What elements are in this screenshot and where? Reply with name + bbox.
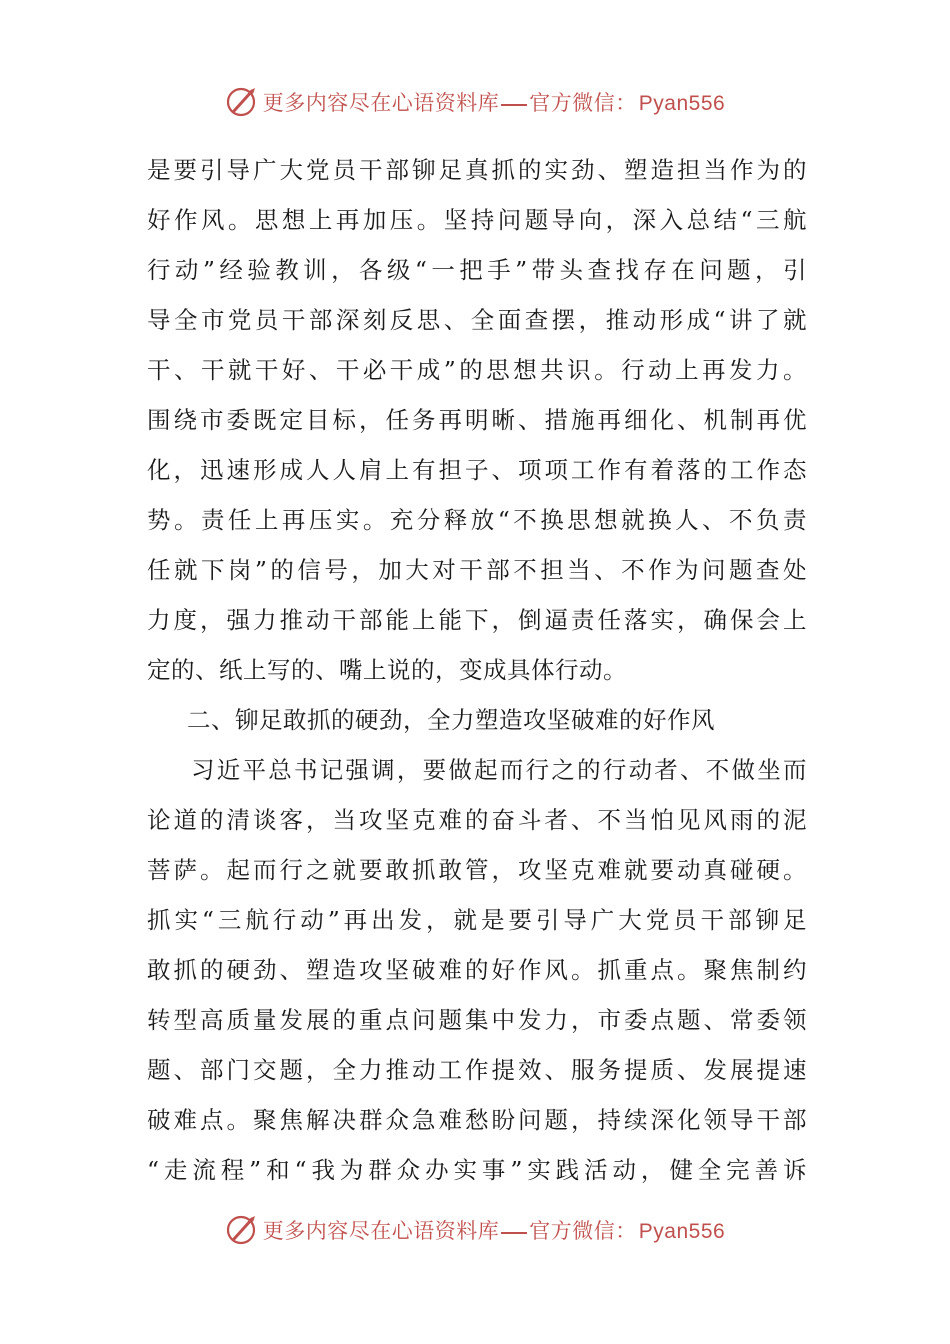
text-line: 定的、纸上写的、嘴上说的，变成具体行动。 [147, 656, 627, 684]
text-line: 力度，强力推动干部能上能下，倒逼责任落实，确保会上 [147, 606, 807, 634]
text-line: 题、部门交题，全力推动工作提效、服务提质、发展提速 [147, 1056, 807, 1084]
watermark-text [263, 1215, 725, 1245]
pen-circle-icon [225, 1213, 259, 1247]
text-line: 任就下岗”的信号，加大对干部不担当、不作为问题查处 [147, 556, 807, 584]
text-line: 行动”经验教训，各级“一把手”带头查找存在问题，引 [147, 256, 807, 284]
text-line: 习近平总书记强调，要做起而行之的行动者、不做坐而 [191, 756, 807, 784]
text-line: 势。责任上再压实。充分释放“不换思想就换人、不负责 [147, 506, 807, 534]
watermark-suffix: 官方微信： [529, 91, 637, 115]
text-line: 干、干就干好、干必干成”的思想共识。行动上再发力。 [147, 356, 807, 384]
pen-circle-icon [225, 85, 259, 119]
text-line: 菩萨。起而行之就要敢抓敢管，攻坚克难就要动真碰硬。 [147, 856, 807, 884]
text-line: 破难点。聚焦解决群众急难愁盼问题，持续深化领导干部 [147, 1106, 807, 1134]
watermark-prefix: 更多内容尽在心语资料库 [262, 1219, 500, 1243]
text-line: 敢抓的硬劲、塑造攻坚破难的好作风。抓重点。聚焦制约 [147, 956, 807, 984]
document-body [147, 145, 807, 1195]
text-line: 好作风。思想上再加压。坚持问题导向，深入总结“三航 [147, 206, 807, 234]
text-line: 是要引导广大党员干部铆足真抓的实劲、塑造担当作为的 [147, 156, 807, 184]
section-heading: 二、铆足敢抓的硬劲，全力塑造攻坚破难的好作风 [187, 706, 715, 734]
watermark-prefix: 更多内容尽在心语资料库 [262, 91, 500, 115]
text-line: 论道的清谈客，当攻坚克难的奋斗者、不当怕见风雨的泥 [147, 806, 807, 834]
watermark-suffix: 官方微信： [529, 1219, 637, 1243]
wechat-id: Pyan556 [638, 92, 726, 115]
text-line: “走流程”和“我为群众办实事”实践活动，健全完善诉 [147, 1156, 807, 1184]
watermark-dash [501, 1232, 527, 1234]
text-line: 围绕市委既定目标，任务再明晰、措施再细化、机制再优 [147, 406, 807, 434]
text-line: 转型高质量发展的重点问题集中发力，市委点题、常委领 [147, 1006, 807, 1034]
text-line: 化，迅速形成人人肩上有担子、项项工作有着落的工作态 [147, 456, 807, 484]
text-line: 导全市党员干部深刻反思、全面查摆，推动形成“讲了就 [147, 306, 807, 334]
footer-watermark [0, 1208, 950, 1252]
header-watermark [0, 80, 950, 124]
watermark-text [263, 87, 725, 117]
watermark-dash [501, 104, 527, 106]
text-line: 抓实“三航行动”再出发，就是要引导广大党员干部铆足 [147, 906, 807, 934]
wechat-id: Pyan556 [638, 1220, 726, 1243]
